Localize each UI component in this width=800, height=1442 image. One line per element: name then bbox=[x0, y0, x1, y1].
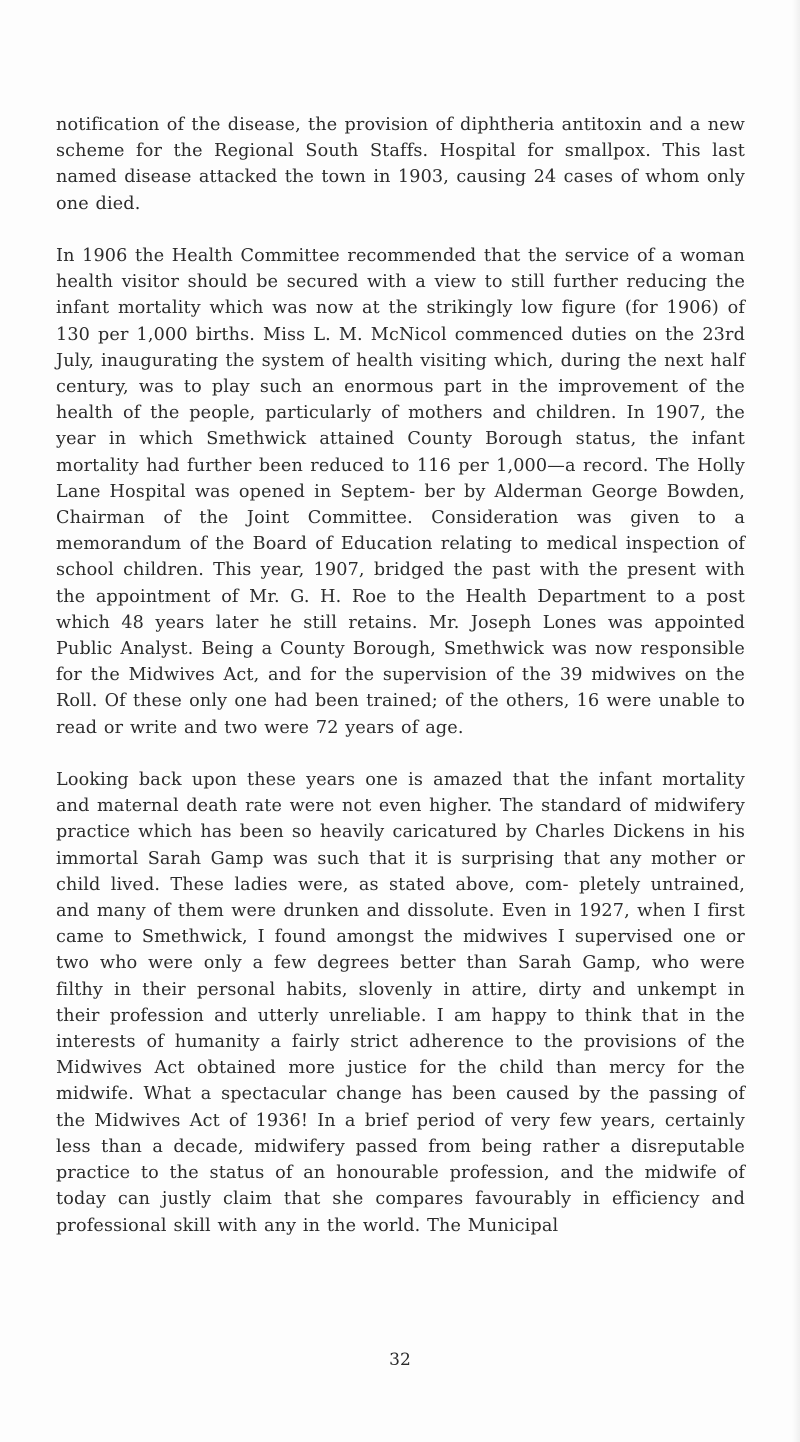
page-edge-shadow bbox=[792, 0, 800, 1442]
paragraph-3: Looking back upon these years one is amazed that the infant mortality and maternal death rate were not even higher. The standard of midwifery practice which has been so heavily caricatured by Charles Dickens in his immortal Sarah Gamp was such that it is surprising that any mother or child lived. These ladies were, as stated above, com- pletely untrained, and many of them were drunken and dissolute. Even in 1927, when I first came to Smethwick, I found amongst the midwives I supervised one or two who were only a few degrees better than Sarah Gamp, who were filthy in their personal habits, slovenly in attire, dirty and unkempt in their profession and utterly unreliable. I am happy to think that in the interests of humanity a fairly strict adherence to the provisions of the Midwives Act obtained more justice for the child than mercy for the midwife. What a spectacular change has been caused by the passing of the Midwives Act of 1936! In a brief period of very few years, certainly less than a decade, midwifery passed from being rather a disreputable practice to the status of an honourable profession, and the midwife of today can justly claim that she compares favourably in efficiency and professional skill with any in the world. The Municipal bbox=[56, 770, 745, 1236]
paragraph-1: notification of the disease, the provision of diphtheria antitoxin and a new scheme for the Regional South Staffs. Hospital for smallpox. This last named disease attacked the town in 1903, causing 24 cases of whom only one died. bbox=[56, 115, 745, 214]
paragraph-2: In 1906 the Health Committee recommended that the service of a woman health visitor should be secured with a view to still further reducing the infant mortality which was now at the strikingly low figure (for 1906) of 130 per 1,000 births. Miss L. M. McNicol commenced duties on the 23rd July, inaugurating the system of health visiting which, during the next half century, was to play such an enormous part in the improvement of the health of the people, particularly of mothers and children. In 1907, the year in which Smethwick attained County Borough status, the infant mortality had further been reduced to 116 per 1,000—a record. The Holly Lane Hospital was opened in Septem- ber by Alderman George Bowden, Chairman of the Joint Committee. Consideration was given to a memorandum of the Board of Education relating to medical inspection of school children. This year, 1907, bridged the past with the present with the appointment of Mr. G. H. Roe to the Health Department to a post which 48 years later he still retains. Mr. Joseph Lones was appointed Public Analyst. Being a County Borough, Smethwick was now responsible for the Midwives Act, and for the supervision of the 39 midwives on the Roll. Of these only one had been trained; of the others, 16 were unable to read or write and two were 72 years of age. bbox=[56, 246, 745, 738]
page-number: 32 bbox=[389, 1350, 411, 1370]
body-text bbox=[56, 112, 745, 1239]
